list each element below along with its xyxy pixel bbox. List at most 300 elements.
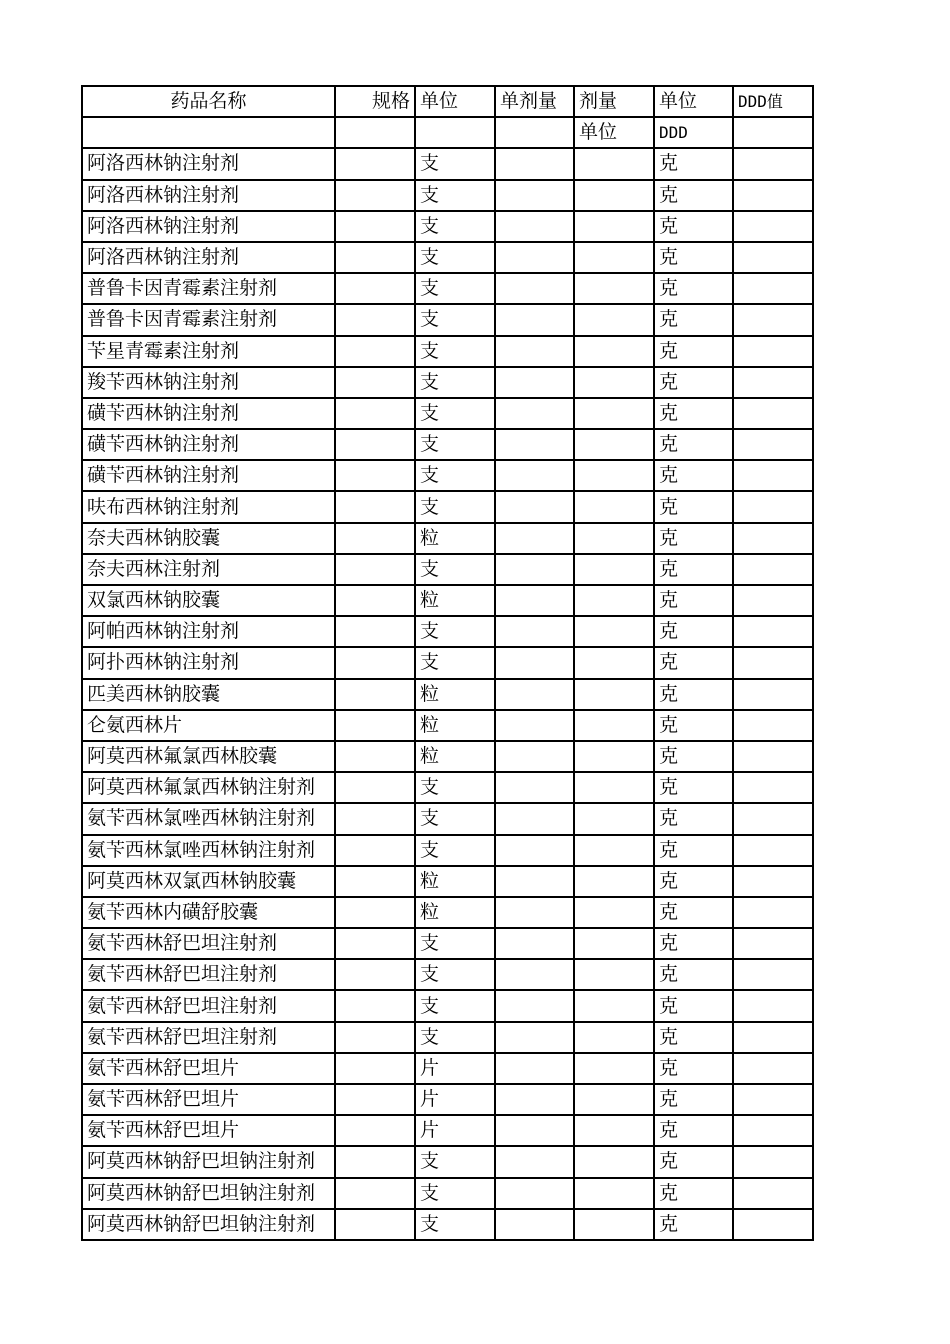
cell-dose-unit[interactable] xyxy=(574,1053,654,1084)
cell-ddd-value[interactable] xyxy=(733,959,813,990)
cell-spec[interactable] xyxy=(335,1115,415,1146)
cell-unit-text: 粒 xyxy=(420,682,440,705)
cell-spec[interactable] xyxy=(335,398,415,429)
cell-spec[interactable] xyxy=(335,429,415,460)
cell-dose-unit[interactable] xyxy=(574,148,654,179)
cell-unit-ddd[interactable] xyxy=(654,367,733,398)
cell-dose-unit[interactable] xyxy=(574,928,654,959)
table-row xyxy=(82,990,813,1021)
cell-unit-ddd[interactable] xyxy=(654,959,733,990)
cell-dose-amount[interactable] xyxy=(495,367,574,398)
cell-unit[interactable] xyxy=(415,367,495,398)
cell-dose-amount[interactable] xyxy=(495,242,574,273)
table-row xyxy=(82,398,813,429)
table-row xyxy=(82,772,813,803)
cell-drug-name[interactable] xyxy=(82,304,335,335)
cell-unit[interactable] xyxy=(415,741,495,772)
cell-dose-unit[interactable] xyxy=(574,304,654,335)
cell-unit[interactable] xyxy=(415,1115,495,1146)
cell-spec[interactable] xyxy=(335,679,415,710)
cell-dose-unit[interactable] xyxy=(574,1209,654,1240)
cell-unit[interactable] xyxy=(415,1053,495,1084)
cell-unit[interactable] xyxy=(415,242,495,273)
cell-dose-amount[interactable] xyxy=(495,866,574,897)
cell-drug-name[interactable] xyxy=(82,180,335,211)
cell-drug-name[interactable] xyxy=(82,1146,335,1177)
cell-ddd-value[interactable] xyxy=(733,772,813,803)
cell-dose-unit[interactable] xyxy=(574,367,654,398)
cell-unit-ddd[interactable] xyxy=(654,835,733,866)
cell-ddd-value[interactable] xyxy=(733,990,813,1021)
cell-spec[interactable] xyxy=(335,1209,415,1240)
cell-spec[interactable] xyxy=(335,554,415,585)
cell-dose-unit[interactable] xyxy=(574,585,654,616)
cell-spec[interactable] xyxy=(335,772,415,803)
table-row xyxy=(82,710,813,741)
cell-dose-amount[interactable] xyxy=(495,710,574,741)
cell-spec[interactable] xyxy=(335,835,415,866)
cell-dose-amount[interactable] xyxy=(495,554,574,585)
cell-unit[interactable] xyxy=(415,835,495,866)
cell-dose-amount[interactable] xyxy=(495,1209,574,1240)
cell-unit-ddd[interactable] xyxy=(654,1115,733,1146)
cell-ddd-value[interactable] xyxy=(733,679,813,710)
cell-unit-ddd-text: 克 xyxy=(659,900,679,923)
cell-unit-ddd[interactable] xyxy=(654,897,733,928)
cell-unit-text: 支 xyxy=(420,152,440,175)
cell-dose-amount[interactable] xyxy=(495,772,574,803)
cell-dose-amount[interactable] xyxy=(495,990,574,1021)
cell-ddd-value[interactable] xyxy=(733,1115,813,1146)
cell-dose-amount[interactable] xyxy=(495,585,574,616)
cell-spec[interactable] xyxy=(335,460,415,491)
cell-dose-unit[interactable] xyxy=(574,398,654,429)
cell-unit[interactable] xyxy=(415,429,495,460)
cell-unit-ddd[interactable] xyxy=(654,148,733,179)
cell-unit-ddd[interactable] xyxy=(654,304,733,335)
cell-drug-name[interactable] xyxy=(82,336,335,367)
cell-unit[interactable] xyxy=(415,336,495,367)
cell-drug-name[interactable] xyxy=(82,772,335,803)
cell-ddd-value[interactable] xyxy=(733,460,813,491)
cell-dose-unit[interactable] xyxy=(574,491,654,522)
cell-spec[interactable] xyxy=(335,959,415,990)
cell-unit-ddd[interactable] xyxy=(654,990,733,1021)
cell-ddd-value[interactable] xyxy=(733,554,813,585)
cell-dose-amount[interactable] xyxy=(495,741,574,772)
header2-spec xyxy=(335,117,415,148)
cell-unit-ddd[interactable] xyxy=(654,1178,733,1209)
cell-spec[interactable] xyxy=(335,367,415,398)
cell-ddd-value[interactable] xyxy=(733,367,813,398)
cell-unit-ddd[interactable] xyxy=(654,180,733,211)
cell-spec[interactable] xyxy=(335,897,415,928)
cell-unit-ddd[interactable] xyxy=(654,1084,733,1115)
cell-drug-name[interactable] xyxy=(82,148,335,179)
cell-dose-unit[interactable] xyxy=(574,897,654,928)
cell-unit-ddd[interactable] xyxy=(654,741,733,772)
cell-unit[interactable] xyxy=(415,304,495,335)
cell-dose-amount[interactable] xyxy=(495,679,574,710)
cell-dose-amount[interactable] xyxy=(495,1022,574,1053)
cell-dose-amount[interactable] xyxy=(495,460,574,491)
cell-unit[interactable] xyxy=(415,273,495,304)
cell-drug-name[interactable] xyxy=(82,1178,335,1209)
cell-drug-name[interactable] xyxy=(82,866,335,897)
cell-unit-ddd-text: 克 xyxy=(659,1025,679,1048)
cell-spec[interactable] xyxy=(335,211,415,242)
cell-unit-ddd-text: 克 xyxy=(659,214,679,237)
table-row xyxy=(82,803,813,834)
header-row xyxy=(82,86,813,117)
cell-unit-ddd[interactable] xyxy=(654,1022,733,1053)
cell-dose-amount[interactable] xyxy=(495,835,574,866)
cell-unit-ddd-text: 克 xyxy=(659,246,679,269)
cell-drug-name[interactable] xyxy=(82,679,335,710)
cell-unit[interactable] xyxy=(415,398,495,429)
cell-unit-ddd[interactable] xyxy=(654,1146,733,1177)
cell-ddd-value[interactable] xyxy=(733,1053,813,1084)
cell-unit[interactable] xyxy=(415,866,495,897)
cell-spec[interactable] xyxy=(335,1022,415,1053)
cell-unit-ddd-text: 克 xyxy=(659,557,679,580)
cell-drug-name[interactable] xyxy=(82,959,335,990)
cell-dose-amount[interactable] xyxy=(495,336,574,367)
cell-unit-ddd[interactable] xyxy=(654,710,733,741)
cell-drug-name[interactable] xyxy=(82,1084,335,1115)
cell-dose-unit[interactable] xyxy=(574,803,654,834)
cell-dose-amount[interactable] xyxy=(495,1084,574,1115)
cell-dose-unit[interactable] xyxy=(574,835,654,866)
cell-dose-unit[interactable] xyxy=(574,959,654,990)
cell-drug-name[interactable] xyxy=(82,835,335,866)
cell-ddd-value[interactable] xyxy=(733,304,813,335)
cell-drug-name-text: 阿洛西林钠注射剂 xyxy=(87,183,240,206)
cell-dose-unit[interactable] xyxy=(574,273,654,304)
cell-dose-unit[interactable] xyxy=(574,554,654,585)
cell-unit[interactable] xyxy=(415,803,495,834)
cell-ddd-value[interactable] xyxy=(733,1209,813,1240)
header2-unit xyxy=(415,117,495,148)
cell-spec[interactable] xyxy=(335,928,415,959)
cell-spec[interactable] xyxy=(335,1178,415,1209)
cell-dose-unit[interactable] xyxy=(574,211,654,242)
cell-ddd-value[interactable] xyxy=(733,491,813,522)
cell-dose-amount[interactable] xyxy=(495,928,574,959)
cell-dose-unit[interactable] xyxy=(574,242,654,273)
header2-dose-unit: 单位 xyxy=(574,117,654,148)
cell-unit-ddd[interactable] xyxy=(654,429,733,460)
cell-drug-name[interactable] xyxy=(82,616,335,647)
cell-dose-unit[interactable] xyxy=(574,1115,654,1146)
cell-unit-ddd[interactable] xyxy=(654,679,733,710)
cell-drug-name[interactable] xyxy=(82,1115,335,1146)
cell-drug-name[interactable] xyxy=(82,242,335,273)
cell-unit-ddd[interactable] xyxy=(654,211,733,242)
cell-dose-amount[interactable] xyxy=(495,429,574,460)
cell-drug-name[interactable] xyxy=(82,647,335,678)
cell-dose-unit[interactable] xyxy=(574,180,654,211)
header2-ddd-value xyxy=(733,117,813,148)
cell-unit[interactable] xyxy=(415,959,495,990)
cell-unit-text: 支 xyxy=(420,277,440,300)
cell-unit-ddd[interactable] xyxy=(654,1053,733,1084)
cell-unit[interactable] xyxy=(415,897,495,928)
cell-unit-ddd[interactable] xyxy=(654,1209,733,1240)
cell-unit-ddd[interactable] xyxy=(654,398,733,429)
cell-unit-ddd[interactable] xyxy=(654,772,733,803)
cell-ddd-value[interactable] xyxy=(733,242,813,273)
cell-drug-name[interactable] xyxy=(82,429,335,460)
cell-unit-ddd-text: 克 xyxy=(659,994,679,1017)
cell-drug-name[interactable] xyxy=(82,990,335,1021)
cell-drug-name[interactable] xyxy=(82,460,335,491)
cell-unit[interactable] xyxy=(415,1022,495,1053)
cell-dose-unit[interactable] xyxy=(574,990,654,1021)
cell-unit-text: 支 xyxy=(420,932,440,955)
cell-dose-unit[interactable] xyxy=(574,429,654,460)
cell-dose-unit[interactable] xyxy=(574,679,654,710)
cell-spec[interactable] xyxy=(335,647,415,678)
cell-spec[interactable] xyxy=(335,866,415,897)
cell-unit[interactable] xyxy=(415,928,495,959)
cell-drug-name[interactable] xyxy=(82,1053,335,1084)
cell-ddd-value[interactable] xyxy=(733,585,813,616)
cell-unit[interactable] xyxy=(415,211,495,242)
table-row xyxy=(82,616,813,647)
header-drug-name: 药品名称 xyxy=(82,86,335,117)
cell-ddd-value[interactable] xyxy=(733,710,813,741)
cell-spec[interactable] xyxy=(335,523,415,554)
cell-dose-amount[interactable] xyxy=(495,1115,574,1146)
cell-unit[interactable] xyxy=(415,616,495,647)
table-row xyxy=(82,1209,813,1240)
cell-unit-ddd[interactable] xyxy=(654,803,733,834)
header-dose-unit: 剂量 xyxy=(574,86,654,117)
cell-unit-ddd[interactable] xyxy=(654,866,733,897)
cell-ddd-value[interactable] xyxy=(733,835,813,866)
cell-unit[interactable] xyxy=(415,1209,495,1240)
cell-dose-unit[interactable] xyxy=(574,616,654,647)
cell-drug-name[interactable] xyxy=(82,710,335,741)
cell-dose-amount[interactable] xyxy=(495,398,574,429)
table-row xyxy=(82,491,813,522)
cell-unit-ddd[interactable] xyxy=(654,491,733,522)
cell-ddd-value[interactable] xyxy=(733,1084,813,1115)
table-row xyxy=(82,1022,813,1053)
cell-drug-name[interactable] xyxy=(82,491,335,522)
cell-drug-name[interactable] xyxy=(82,1022,335,1053)
cell-unit-text: 支 xyxy=(420,838,440,861)
cell-dose-amount[interactable] xyxy=(495,1146,574,1177)
cell-unit-text: 粒 xyxy=(420,589,440,612)
cell-unit-ddd-text: 克 xyxy=(659,308,679,331)
cell-spec[interactable] xyxy=(335,585,415,616)
cell-dose-amount[interactable] xyxy=(495,211,574,242)
cell-ddd-value[interactable] xyxy=(733,866,813,897)
cell-ddd-value[interactable] xyxy=(733,1146,813,1177)
cell-unit-ddd[interactable] xyxy=(654,647,733,678)
cell-dose-unit[interactable] xyxy=(574,336,654,367)
cell-unit-text: 片 xyxy=(420,1056,440,1079)
cell-drug-name-text: 磺苄西林钠注射剂 xyxy=(87,401,240,424)
cell-drug-name[interactable] xyxy=(82,741,335,772)
cell-drug-name[interactable] xyxy=(82,398,335,429)
cell-dose-amount[interactable] xyxy=(495,273,574,304)
cell-dose-amount[interactable] xyxy=(495,959,574,990)
cell-drug-name-text: 奈夫西林注射剂 xyxy=(87,557,221,580)
cell-unit[interactable] xyxy=(415,148,495,179)
cell-unit-text: 支 xyxy=(420,776,440,799)
cell-spec[interactable] xyxy=(335,803,415,834)
cell-spec[interactable] xyxy=(335,990,415,1021)
cell-spec[interactable] xyxy=(335,616,415,647)
cell-drug-name-text: 奈夫西林钠胶囊 xyxy=(87,526,221,549)
cell-dose-unit[interactable] xyxy=(574,1022,654,1053)
cell-drug-name[interactable] xyxy=(82,585,335,616)
cell-ddd-value[interactable] xyxy=(733,928,813,959)
cell-spec[interactable] xyxy=(335,1146,415,1177)
cell-spec[interactable] xyxy=(335,242,415,273)
cell-dose-amount[interactable] xyxy=(495,523,574,554)
cell-unit[interactable] xyxy=(415,710,495,741)
cell-ddd-value[interactable] xyxy=(733,273,813,304)
cell-dose-unit[interactable] xyxy=(574,741,654,772)
header-unit: 单位 xyxy=(415,86,495,117)
cell-unit-ddd[interactable] xyxy=(654,585,733,616)
cell-unit[interactable] xyxy=(415,1146,495,1177)
cell-ddd-value[interactable] xyxy=(733,180,813,211)
cell-unit-ddd[interactable] xyxy=(654,928,733,959)
cell-unit[interactable] xyxy=(415,647,495,678)
cell-unit[interactable] xyxy=(415,554,495,585)
table-row xyxy=(82,148,813,179)
cell-unit[interactable] xyxy=(415,1084,495,1115)
cell-ddd-value[interactable] xyxy=(733,647,813,678)
cell-drug-name-text: 氨苄西林舒巴坦注射剂 xyxy=(87,1025,278,1048)
cell-unit-ddd[interactable] xyxy=(654,460,733,491)
cell-spec[interactable] xyxy=(335,1053,415,1084)
cell-drug-name-text: 氨苄西林氯唑西林钠注射剂 xyxy=(87,838,316,861)
cell-dose-amount[interactable] xyxy=(495,1178,574,1209)
cell-unit-ddd[interactable] xyxy=(654,523,733,554)
cell-dose-unit[interactable] xyxy=(574,866,654,897)
cell-unit-ddd-text: 克 xyxy=(659,433,679,456)
cell-dose-unit[interactable] xyxy=(574,710,654,741)
cell-unit-text: 支 xyxy=(420,339,440,362)
cell-spec[interactable] xyxy=(335,148,415,179)
cell-dose-unit[interactable] xyxy=(574,460,654,491)
cell-unit-text: 支 xyxy=(420,557,440,580)
cell-unit-ddd[interactable] xyxy=(654,554,733,585)
cell-drug-name-text: 阿莫西林氟氯西林钠注射剂 xyxy=(87,776,316,799)
cell-drug-name[interactable] xyxy=(82,928,335,959)
cell-drug-name[interactable] xyxy=(82,367,335,398)
cell-unit-ddd[interactable] xyxy=(654,336,733,367)
cell-spec[interactable] xyxy=(335,741,415,772)
cell-unit[interactable] xyxy=(415,679,495,710)
cell-ddd-value[interactable] xyxy=(733,616,813,647)
cell-ddd-value[interactable] xyxy=(733,336,813,367)
cell-dose-unit[interactable] xyxy=(574,1146,654,1177)
cell-spec[interactable] xyxy=(335,336,415,367)
cell-drug-name[interactable] xyxy=(82,803,335,834)
cell-unit[interactable] xyxy=(415,460,495,491)
cell-unit-text: 支 xyxy=(420,308,440,331)
cell-unit[interactable] xyxy=(415,1178,495,1209)
cell-drug-name-text: 氨苄西林舒巴坦注射剂 xyxy=(87,994,278,1017)
cell-ddd-value[interactable] xyxy=(733,741,813,772)
cell-dose-unit[interactable] xyxy=(574,1084,654,1115)
cell-ddd-value[interactable] xyxy=(733,1022,813,1053)
cell-ddd-value[interactable] xyxy=(733,897,813,928)
cell-unit-ddd[interactable] xyxy=(654,616,733,647)
cell-dose-amount[interactable] xyxy=(495,491,574,522)
table-row xyxy=(82,1146,813,1177)
cell-unit[interactable] xyxy=(415,180,495,211)
cell-ddd-value[interactable] xyxy=(733,398,813,429)
table-row xyxy=(82,679,813,710)
cell-dose-amount[interactable] xyxy=(495,180,574,211)
cell-unit-text: 片 xyxy=(420,1119,440,1142)
cell-spec[interactable] xyxy=(335,710,415,741)
cell-dose-amount[interactable] xyxy=(495,647,574,678)
cell-unit-ddd-text: 克 xyxy=(659,1119,679,1142)
cell-dose-unit[interactable] xyxy=(574,523,654,554)
cell-spec[interactable] xyxy=(335,273,415,304)
cell-unit-ddd-text: 克 xyxy=(659,1088,679,1111)
cell-dose-amount[interactable] xyxy=(495,616,574,647)
cell-drug-name[interactable] xyxy=(82,273,335,304)
cell-dose-amount[interactable] xyxy=(495,897,574,928)
cell-drug-name[interactable] xyxy=(82,554,335,585)
cell-ddd-value[interactable] xyxy=(733,1178,813,1209)
table-row xyxy=(82,647,813,678)
cell-unit-ddd-text: 克 xyxy=(659,620,679,643)
cell-dose-amount[interactable] xyxy=(495,304,574,335)
cell-ddd-value[interactable] xyxy=(733,148,813,179)
table-row xyxy=(82,242,813,273)
cell-unit-text: 片 xyxy=(420,1088,440,1111)
cell-drug-name[interactable] xyxy=(82,211,335,242)
cell-dose-unit[interactable] xyxy=(574,772,654,803)
cell-unit[interactable] xyxy=(415,772,495,803)
cell-ddd-value[interactable] xyxy=(733,803,813,834)
cell-dose-amount[interactable] xyxy=(495,148,574,179)
cell-unit-ddd[interactable] xyxy=(654,273,733,304)
cell-unit-ddd[interactable] xyxy=(654,242,733,273)
cell-drug-name[interactable] xyxy=(82,1209,335,1240)
cell-unit[interactable] xyxy=(415,491,495,522)
cell-unit[interactable] xyxy=(415,990,495,1021)
cell-unit[interactable] xyxy=(415,523,495,554)
cell-dose-amount[interactable] xyxy=(495,803,574,834)
cell-spec[interactable] xyxy=(335,1084,415,1115)
cell-drug-name[interactable] xyxy=(82,897,335,928)
cell-dose-amount[interactable] xyxy=(495,1053,574,1084)
cell-drug-name-text: 羧苄西林钠注射剂 xyxy=(87,370,240,393)
cell-spec[interactable] xyxy=(335,304,415,335)
cell-ddd-value[interactable] xyxy=(733,211,813,242)
cell-spec[interactable] xyxy=(335,180,415,211)
cell-dose-unit[interactable] xyxy=(574,1178,654,1209)
cell-drug-name[interactable] xyxy=(82,523,335,554)
cell-ddd-value[interactable] xyxy=(733,429,813,460)
cell-ddd-value[interactable] xyxy=(733,523,813,554)
cell-unit[interactable] xyxy=(415,585,495,616)
cell-dose-unit[interactable] xyxy=(574,647,654,678)
cell-spec[interactable] xyxy=(335,491,415,522)
